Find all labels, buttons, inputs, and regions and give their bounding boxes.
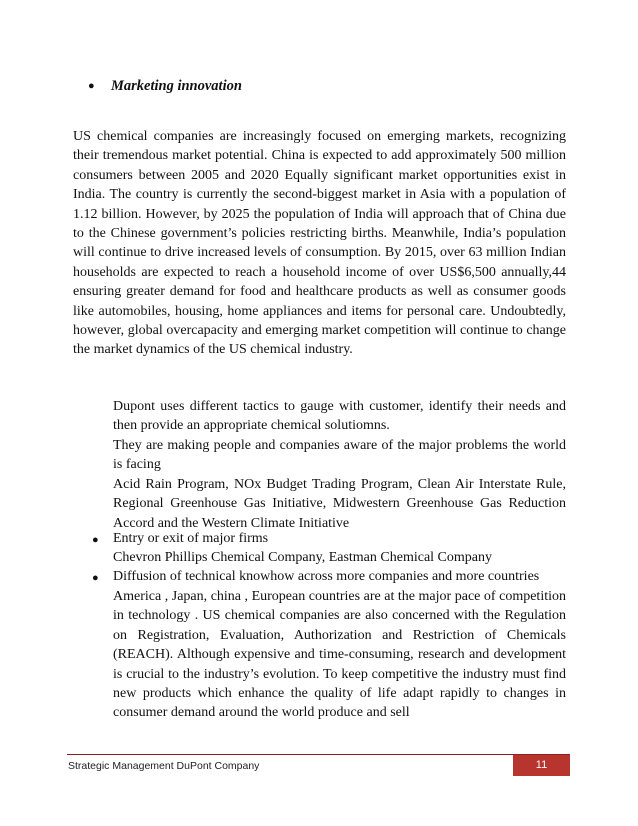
entry-exit-label: Entry or exit of major firms (113, 531, 269, 546)
section-heading: Marketing innovation (111, 78, 242, 94)
dupont-tactics-text: Dupont uses different tactics to gauge with customer, identify their needs and then provide an appropriate chemical solutiomns. (113, 399, 566, 434)
market-paragraph: US chemical companies are increasingly focused on emerging markets, recognizing their tremendous market potential. China is expected to add approximately 500 million consumers between 2005 and 2020 Equally significant market opportunities exist in India. The country is currently the second-biggest market in Asia with a population of 1.12 billion. However, by 2025 the population of India will approach that of China due to the Chinese government’s policies restricting births. Meanwhile, India’s population will continue to drive increased levels of consumption. By 2015, over 63 million Indian households are expected to reach a household income of over US$6,500 annually,44 ensuring greater demand for food and healthcare products as well as consumer goods like automobiles, housing, home appliances and items for personal care. Undoubtedly, however, global overcapacity and emerging market competition will continue to change the market dynamics of the US chemical industry. (73, 129, 566, 358)
page-number: 11 (513, 755, 570, 776)
bullet-icon: ● (88, 80, 95, 92)
major-firms-text: Chevron Phillips Chemical Company, Eastman Chemical Company (113, 550, 492, 565)
climate-programs-text: Acid Rain Program, NOx Budget Trading Program, Clean Air Interstate Rule, Regional Greenhouse Gas Initiative, Midwestern Greenhouse Gas Reduction Accord and the Western Climate Initiative (113, 477, 566, 531)
bullet-icon: ● (92, 572, 99, 584)
dupont-awareness-text: They are making people and companies aware of the major problems the world is facing (113, 438, 566, 473)
bullet-icon: ● (92, 534, 99, 546)
diffusion-label: Diffusion of technical knowhow across more companies and more countries (113, 569, 540, 584)
footer-divider (67, 754, 570, 755)
diffusion-text: America , Japan, china , European countries are at the major pace of competition in technology . US chemical companies are also concerned with the Regulation on Registration, Evaluation, Authorization and Restriction of Chemicals (REACH). Although expensive and time-consuming, research and development is crucial to the industry’s evolution. To keep competitive the industry must find new products which enhance the quality of life adapt rapidly to changes in consumer demand around the world produce and sell (113, 589, 566, 721)
footer-title: Strategic Management DuPont Company (68, 760, 260, 772)
